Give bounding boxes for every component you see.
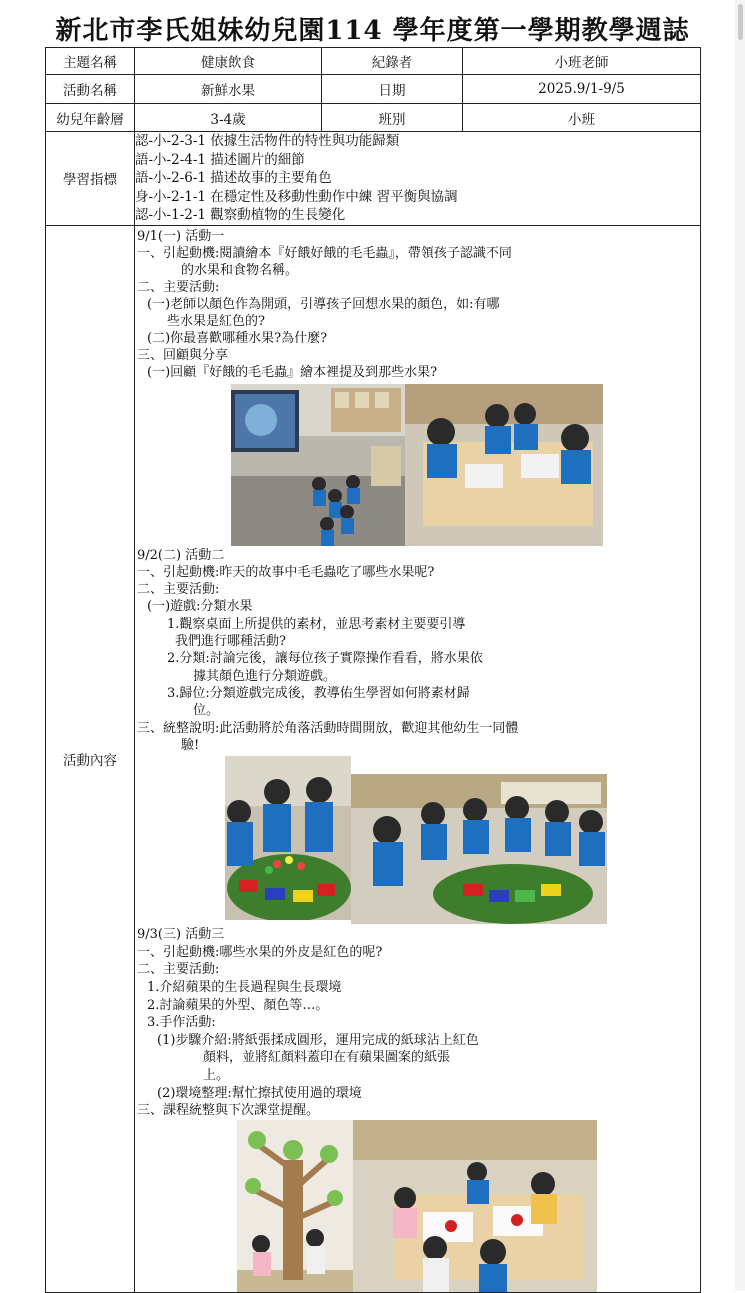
content-cell <box>135 225 701 1292</box>
content-line: 的水果和食物名稱。 <box>181 262 299 278</box>
goal-item: 身-小-2-1-1 在穩定性及移動性動作中練 習平衡與協調 <box>135 188 458 205</box>
content-line: 9/1(一) 活動一 <box>137 228 225 244</box>
date-value: 2025.9/1-9/5 <box>463 75 701 104</box>
content-line: 3.歸位:分類遊戲完成後，教導佑生學習如何將素材歸 <box>167 685 470 701</box>
photo-apple-printing <box>353 1120 597 1292</box>
class-value: 小班 <box>463 104 701 132</box>
row-age <box>46 104 701 132</box>
photo-sorting-game-1 <box>225 756 351 920</box>
goals-list <box>135 132 701 226</box>
activity-label: 活動名稱 <box>46 75 135 104</box>
recorder-label: 紀錄者 <box>322 48 463 75</box>
content-line: 二、主要活動: <box>137 961 220 977</box>
theme-value: 健康飲食 <box>135 48 322 75</box>
content-line: 驗! <box>181 737 200 753</box>
goal-item: 認-小-1-2-1 觀察動植物的生長變化 <box>135 207 346 224</box>
photo-apple-tree-wall <box>237 1120 353 1292</box>
content-line: 一、引起動機:哪些水果的外皮是紅色的呢? <box>137 944 383 960</box>
theme-label: 主題名稱 <box>46 48 135 75</box>
content-line: 9/3(三) 活動三 <box>137 926 225 942</box>
content-line: 三、回顧與分享 <box>137 347 229 363</box>
activity-value: 新鮮水果 <box>135 75 322 104</box>
content-line: 三、課程統整與下次課堂提醒。 <box>137 1102 320 1118</box>
row-activity <box>46 75 701 104</box>
age-value: 3-4歲 <box>135 104 322 132</box>
class-label: 班別 <box>322 104 463 132</box>
goal-item: 認-小-2-3-1 依據生活物件的特性與功能歸類 <box>135 133 400 149</box>
content-label: 活動內容 <box>46 225 135 1292</box>
recorder-value: 小班老師 <box>463 48 701 75</box>
content-line: 我們進行哪種活動? <box>175 633 286 649</box>
age-label: 幼兒年齡層 <box>46 104 135 132</box>
content-line: 2.分類:討論完後，讓每位孩子實際操作看看，將水果依 <box>167 650 483 666</box>
content-line: 上。 <box>203 1067 230 1083</box>
goals-label: 學習指標 <box>46 132 135 226</box>
content-line: 2.討論蘋果的外型、顏色等…。 <box>147 997 329 1013</box>
date-label: 日期 <box>322 75 463 104</box>
content-line: 據其顏色進行分類遊戲。 <box>193 668 337 684</box>
page-scrollbar[interactable] <box>735 0 745 1291</box>
content-line: 三、統整說明:此活動將於角落活動時間開放，歡迎其他幼生一同體 <box>137 720 519 736</box>
content-line: 一、引起動機:昨天的故事中毛毛蟲吃了哪些水果呢? <box>137 564 435 580</box>
content-line: 些水果是紅色的? <box>167 313 265 329</box>
content-line: 1.介紹蘋果的生長過程與生長環境 <box>147 979 342 995</box>
photo-sorting-game-2 <box>351 774 607 924</box>
content-line: (2)環境整理:幫忙擦拭使用過的環境 <box>157 1085 362 1101</box>
row-content <box>46 225 701 1292</box>
content-line: 二、主要活動: <box>137 279 220 295</box>
content-line: (二)你最喜歡哪種水果?為什麼? <box>147 330 328 346</box>
content-line: 1.觀察桌面上所提供的素材，並思考素材主要要引導 <box>167 616 466 632</box>
goal-item: 語-小-2-4-1 描述圖片的細節 <box>135 151 305 168</box>
row-theme <box>46 48 701 75</box>
content-line: (一)老師以顏色作為開頭，引導孩子回想水果的顏色，如:有哪 <box>147 296 500 312</box>
content-line: (一)遊戲:分類水果 <box>147 598 253 614</box>
content-line: 顏料，並將紅顏料蓋印在有蘋果圖案的紙張 <box>203 1049 451 1065</box>
content-line: (1)步驟介紹:將紙張揉成圓形，運用完成的紙球沾上紅色 <box>157 1032 479 1048</box>
content-line: 3.手作活動: <box>147 1014 216 1030</box>
content-line: 位。 <box>193 702 220 718</box>
row-goals <box>46 132 701 226</box>
photo-story-reading <box>231 384 405 546</box>
content-line: 二、主要活動: <box>137 581 220 597</box>
content-line: (一)回顧『好餓的毛毛蟲』繪本裡提及到那些水果? <box>147 364 438 380</box>
weekly-log-table <box>45 47 701 1293</box>
goal-item: 語-小-2-6-1 描述故事的主要角色 <box>135 170 332 187</box>
content-line: 一、引起動機:閱讀繪本『好餓好餓的毛毛蟲』，帶領孩子認識不同 <box>137 245 512 261</box>
page-title: 新北市李氏姐妹幼兒園114 學年度第一學期教學週誌 <box>55 16 690 46</box>
photo-fruit-table <box>405 384 603 546</box>
content-line: 9/2(二) 活動二 <box>137 547 225 563</box>
